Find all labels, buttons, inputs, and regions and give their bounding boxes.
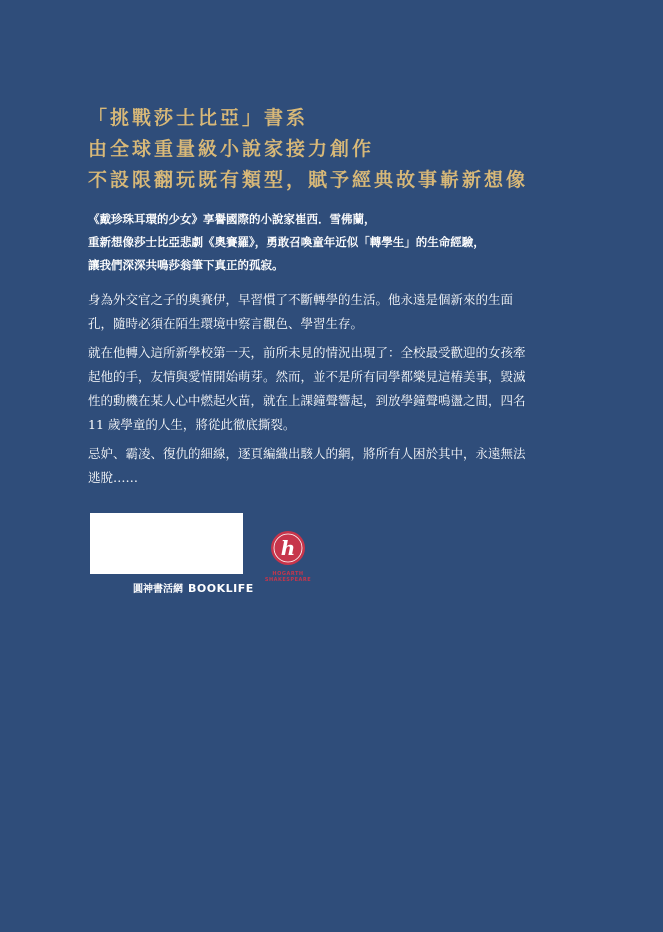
- paragraph-line: 性的動機在某人心中燃起火苗，就在上課鐘聲響起，到放學鐘聲鳴盪之間，四名: [88, 393, 526, 408]
- paragraph-line: 11 歲學童的人生，將從此徹底撕裂。: [88, 417, 296, 432]
- intro-line-3: 讓我們深深共鳴莎翁筆下真正的孤寂。: [88, 258, 284, 272]
- emblem-caption-line-2: SHAKESPEARE: [264, 577, 312, 583]
- paragraph-line: 身為外交官之子的奧賽伊，早習慣了不斷轉學的生活。他永遠是個新來的生面: [88, 292, 514, 307]
- intro-blurb: [88, 208, 485, 277]
- synopsis-paragraph-1: [88, 288, 588, 336]
- synopsis-paragraph-2: [88, 341, 588, 437]
- paragraph-line: 孔，隨時必須在陌生環境中察言觀色、學習生存。: [88, 316, 364, 331]
- bookshop-label: 圓神書活網: [133, 584, 183, 595]
- headline-line-2: 由全球重量級小說家接力創作: [88, 138, 375, 160]
- emblem-caption: [258, 571, 318, 583]
- hogarth-emblem-icon: [270, 530, 306, 566]
- series-headline: [88, 103, 528, 196]
- paragraph-line: 忌妒、霸凌、復仇的細線，逐頁編織出駭人的網，將所有人困於其中，永遠無法: [88, 446, 526, 461]
- bookshop-brand: BOOKLIFE: [188, 582, 254, 595]
- intro-line-2: 重新想像莎士比亞悲劇《奧賽羅》，勇敢召喚童年近似「轉學生」的生命經驗，: [88, 235, 485, 249]
- paragraph-line: 逃脫……: [88, 470, 139, 485]
- emblem-glyph: h: [280, 536, 296, 560]
- headline-line-3: 不設限翻玩既有類型，賦予經典故事嶄新想像: [88, 169, 529, 191]
- emblem-caption-line-1: HOGARTH: [272, 571, 304, 577]
- bookshop-logo: [133, 580, 254, 595]
- intro-line-1: 《戴珍珠耳環的少女》享譽國際的小說家崔西．雪佛蘭，: [88, 212, 376, 226]
- headline-line-1: 「挑戰莎士比亞」書系: [88, 107, 309, 129]
- barcode-placeholder: [90, 513, 243, 574]
- paragraph-line: 就在他轉入這所新學校第一天，前所未見的情況出現了：全校最受歡迎的女孩牽: [88, 345, 526, 360]
- synopsis-paragraph-3: [88, 442, 588, 490]
- paragraph-line: 起他的手，友情與愛情開始萌芽。然而，並不是所有同學都樂見這樁美事，毀滅: [88, 369, 526, 384]
